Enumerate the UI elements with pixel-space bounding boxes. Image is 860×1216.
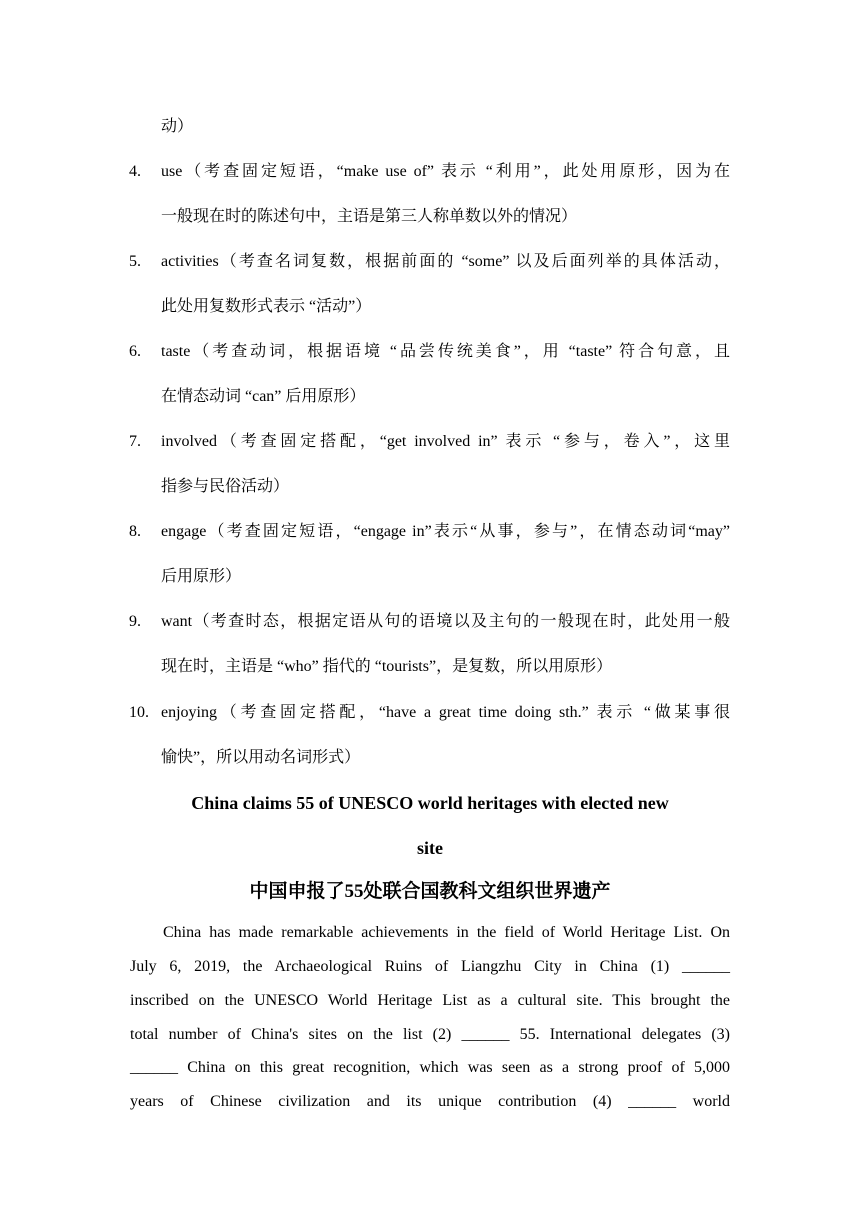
paragraph-line-1: China has made remarkable achievements in the field of World Heritage List. On [163, 924, 730, 941]
answer-number-10: 10. [129, 704, 149, 721]
answer-10-line-1: enjoying（考查固定搭配，“have a great time doing sth.” 表示 “做某事很 [161, 704, 730, 721]
answer-4-line-1: use（考查固定短语，“make use of” 表示 “利用”，此处用原形，因为在 [161, 163, 730, 180]
answer-8-line-2: 后用原形） [161, 568, 242, 585]
answer-number-7: 7. [129, 433, 141, 450]
answer-6-line-2: 在情态动词 “can” 后用原形） [161, 388, 366, 405]
answer-7-line-2: 指参与民俗活动） [161, 478, 290, 495]
answer-number-6: 6. [129, 343, 141, 360]
article-title-english-line-2: site [417, 838, 443, 858]
answer-4-line-2: 一般现在时的陈述句中，主语是第三人称单数以外的情况） [161, 208, 578, 225]
paragraph-line-3: inscribed on the UNESCO World Heritage List as a cultural site. This brought the [130, 992, 730, 1009]
answer-9-line-1: want（考查时态，根据定语从句的语境以及主句的一般现在时，此处用一般 [161, 613, 730, 630]
paragraph-line-4: total number of China's sites on the list (2) ______ 55. International delegates (3) [130, 1026, 730, 1043]
answer-5-line-1: activities（考查名词复数，根据前面的 “some” 以及后面列举的具体活动， [161, 253, 730, 270]
answer-number-9: 9. [129, 613, 141, 630]
answer-3-continuation: 动） [161, 118, 194, 135]
answer-number-8: 8. [129, 523, 141, 540]
answer-8-line-1: engage（考查固定短语，“engage in”表示“从事，参与”，在情态动词“may” [161, 523, 730, 540]
paragraph-line-6: years of Chinese civilization and its unique contribution (4) ______ world [130, 1093, 730, 1110]
paragraph-line-2: July 6, 2019, the Archaeological Ruins of Liangzhu City in China (1) ______ [130, 958, 730, 975]
answer-9-line-2: 现在时，主语是 “who” 指代的 “tourists”，是复数，所以用原形） [161, 658, 613, 675]
article-title-english-line-1: China claims 55 of UNESCO world heritages with elected new [191, 793, 669, 813]
answer-number-4: 4. [129, 163, 141, 180]
answer-number-5: 5. [129, 253, 141, 270]
answer-6-line-1: taste（考查动词，根据语境 “品尝传统美食”，用 “taste” 符合句意，且 [161, 343, 730, 360]
answer-10-line-2: 愉快”，所以用动名词形式） [161, 749, 361, 766]
paragraph-line-5: ______ China on this great recognition, which was seen as a strong proof of 5,000 [130, 1059, 730, 1076]
answer-7-line-1: involved（考查固定搭配，“get involved in” 表示 “参与，卷入”，这里 [161, 433, 730, 450]
answer-5-line-2: 此处用复数形式表示 “活动”） [161, 298, 372, 315]
article-title-chinese: 中国申报了55处联合国教科文组织世界遗产 [249, 881, 611, 902]
